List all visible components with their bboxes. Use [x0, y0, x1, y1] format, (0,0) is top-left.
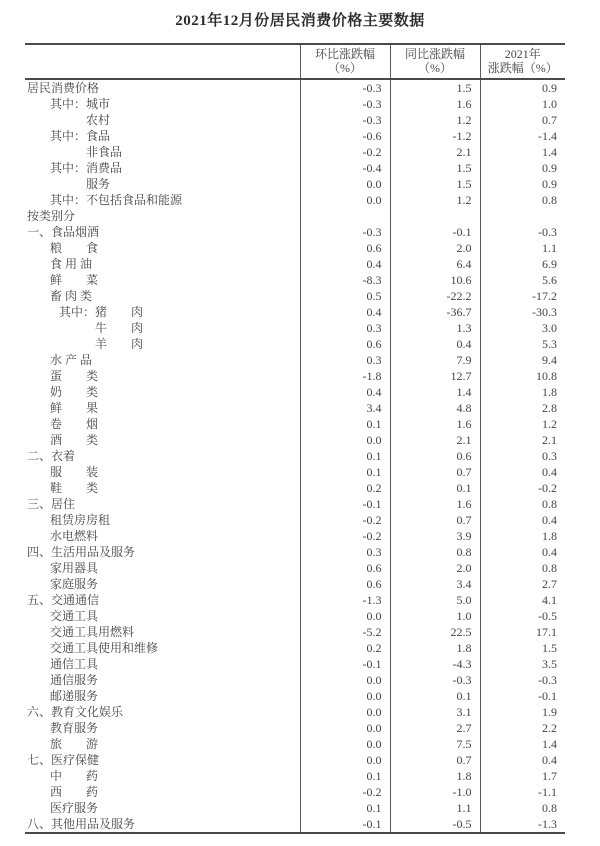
- table-row: [25, 544, 565, 560]
- header-year-line1: 2021年: [504, 47, 541, 61]
- row-label: 农村: [86, 113, 111, 127]
- cell-year: 17.1: [480, 624, 565, 640]
- cell-mom: 0.0: [300, 176, 390, 192]
- cell-year: 6.9: [480, 256, 565, 272]
- row-label: 其中：消费品: [50, 161, 123, 175]
- cell-year: 0.8: [480, 800, 565, 816]
- cell-mom: 0.0: [300, 752, 390, 768]
- cell-mom: 0.0: [300, 704, 390, 720]
- cell-year: 0.8: [480, 496, 565, 512]
- cell-mom: 0.6: [300, 576, 390, 592]
- table-row: [25, 192, 565, 208]
- table-row: [25, 208, 565, 224]
- row-label: 家庭服务: [50, 577, 99, 591]
- table-row: [25, 400, 565, 416]
- row-label: 其中：猪 肉: [59, 305, 144, 319]
- cell-year: 1.4: [480, 144, 565, 160]
- table-row: [25, 496, 565, 512]
- cell-yoy: 0.6: [390, 448, 480, 464]
- table-row: [25, 272, 565, 288]
- header-yoy-line2: （%）: [418, 61, 452, 75]
- cell-year: 2.1: [480, 432, 565, 448]
- cell-mom: -0.3: [300, 79, 390, 96]
- table-row: [25, 160, 565, 176]
- cell-mom: -0.2: [300, 512, 390, 528]
- cell-year: 5.3: [480, 336, 565, 352]
- table-row: [25, 560, 565, 576]
- cell-yoy: 1.5: [390, 176, 480, 192]
- cell-year: 0.4: [480, 464, 565, 480]
- cell-year: -1.4: [480, 128, 565, 144]
- cell-yoy: 1.4: [390, 384, 480, 400]
- cell-year: 1.9: [480, 704, 565, 720]
- table-row: [25, 624, 565, 640]
- page: [0, 9, 600, 846]
- table-row: [25, 512, 565, 528]
- cell-year: 0.4: [480, 512, 565, 528]
- cell-yoy: -0.3: [390, 672, 480, 688]
- header-item-column: [25, 44, 300, 79]
- cell-mom: 0.2: [300, 480, 390, 496]
- cell-year: 0.9: [480, 79, 565, 96]
- row-label: 鞋 类: [50, 481, 99, 495]
- cell-mom: -0.1: [300, 816, 390, 833]
- row-label: 其中：不包括食品和能源: [50, 193, 183, 207]
- table-row: [25, 656, 565, 672]
- row-label: 畜 肉 类: [50, 289, 93, 303]
- table-row: [25, 320, 565, 336]
- cell-mom: 0.5: [300, 288, 390, 304]
- cell-year: 1.0: [480, 96, 565, 112]
- cell-yoy: 2.1: [390, 432, 480, 448]
- cell-yoy: 2.0: [390, 560, 480, 576]
- cell-year: 4.1: [480, 592, 565, 608]
- cell-yoy: 0.4: [390, 336, 480, 352]
- cell-mom: 0.1: [300, 416, 390, 432]
- cell-yoy: 6.4: [390, 256, 480, 272]
- table-row: [25, 128, 565, 144]
- cell-yoy: -4.3: [390, 656, 480, 672]
- row-label: 旅 游: [50, 737, 99, 751]
- row-label: 按类别分: [27, 209, 76, 223]
- cell-year: -1.3: [480, 816, 565, 833]
- cell-mom: -0.1: [300, 496, 390, 512]
- cell-yoy: 0.7: [390, 752, 480, 768]
- row-label: 其中：食品: [50, 129, 111, 143]
- row-label: 粮 食: [50, 241, 99, 255]
- cell-mom: 0.0: [300, 432, 390, 448]
- cell-mom: 0.1: [300, 800, 390, 816]
- cell-mom: 0.6: [300, 240, 390, 256]
- cell-mom: 0.3: [300, 544, 390, 560]
- table-row: [25, 176, 565, 192]
- cell-year: -0.3: [480, 224, 565, 240]
- cell-year: 0.4: [480, 752, 565, 768]
- cell-year: 2.2: [480, 720, 565, 736]
- cell-year: 0.3: [480, 448, 565, 464]
- table-row: [25, 352, 565, 368]
- table-row: [25, 784, 565, 800]
- cell-year: -0.2: [480, 480, 565, 496]
- table-row: [25, 800, 565, 816]
- table-row: [25, 736, 565, 752]
- header-yoy-line1: 同比涨跌幅: [404, 47, 465, 61]
- table-row: [25, 672, 565, 688]
- cell-year: 3.5: [480, 656, 565, 672]
- cell-yoy: 0.1: [390, 688, 480, 704]
- cell-mom: 0.0: [300, 688, 390, 704]
- row-label: 八、其他用品及服务: [25, 816, 300, 833]
- cell-mom: -8.3: [300, 272, 390, 288]
- cell-yoy: 0.7: [390, 512, 480, 528]
- row-label: 三、居住: [27, 497, 76, 511]
- cell-yoy: 4.8: [390, 400, 480, 416]
- row-label: 蛋 类: [50, 369, 99, 383]
- row-label: 水 产 品: [50, 353, 93, 367]
- cell-year: -1.1: [480, 784, 565, 800]
- row-label: 服 装: [50, 465, 99, 479]
- row-label: 七、医疗保健: [27, 753, 100, 767]
- header-yoy-column: [390, 44, 480, 79]
- row-label: 四、生活用品及服务: [27, 545, 136, 559]
- cell-mom: -0.6: [300, 128, 390, 144]
- cell-yoy: 3.9: [390, 528, 480, 544]
- cell-mom: 0.4: [300, 304, 390, 320]
- cell-year: 0.8: [480, 192, 565, 208]
- cell-mom: -0.2: [300, 144, 390, 160]
- table-row: [25, 528, 565, 544]
- cell-mom: 0.4: [300, 384, 390, 400]
- row-label: 教育服务: [50, 721, 99, 735]
- row-label: 羊 肉: [95, 337, 144, 351]
- cell-year: 1.1: [480, 240, 565, 256]
- table-row: [25, 816, 565, 833]
- cell-mom: -0.3: [300, 224, 390, 240]
- cell-mom: -0.4: [300, 160, 390, 176]
- table-row: [25, 416, 565, 432]
- table-row: [25, 112, 565, 128]
- cell-mom: 0.1: [300, 464, 390, 480]
- cell-mom: -0.3: [300, 96, 390, 112]
- cell-yoy: 0.8: [390, 544, 480, 560]
- cell-mom: 0.1: [300, 768, 390, 784]
- cell-yoy: -0.5: [390, 816, 480, 833]
- cell-yoy: 1.5: [390, 160, 480, 176]
- table-row: [25, 480, 565, 496]
- row-label: 水电燃料: [50, 529, 99, 543]
- cell-year: 1.7: [480, 768, 565, 784]
- cell-mom: 0.0: [300, 736, 390, 752]
- row-label: 卷 烟: [50, 417, 99, 431]
- page-title: 2021年12月份居民消费价格主要数据: [175, 13, 425, 29]
- cell-year: 1.2: [480, 416, 565, 432]
- cell-yoy: 3.1: [390, 704, 480, 720]
- cell-year: 1.4: [480, 736, 565, 752]
- cell-mom: -1.3: [300, 592, 390, 608]
- cell-yoy: 5.0: [390, 592, 480, 608]
- row-label: 西 药: [50, 785, 99, 799]
- cell-yoy: -22.2: [390, 288, 480, 304]
- cell-yoy: 3.4: [390, 576, 480, 592]
- row-label: 通信服务: [50, 673, 99, 687]
- table-row: [25, 448, 565, 464]
- row-label: 中 药: [50, 769, 99, 783]
- cell-mom: -0.3: [300, 112, 390, 128]
- table-row: [25, 720, 565, 736]
- table-row: [25, 608, 565, 624]
- header-mom-line1: 环比涨跌幅: [314, 47, 375, 61]
- cell-mom: -0.1: [300, 656, 390, 672]
- cell-mom: 0.0: [300, 720, 390, 736]
- cell-yoy: 2.0: [390, 240, 480, 256]
- cell-mom: 0.0: [300, 192, 390, 208]
- cell-year: -0.3: [480, 672, 565, 688]
- table-row: [25, 768, 565, 784]
- cell-yoy: 7.9: [390, 352, 480, 368]
- table-row: [25, 96, 565, 112]
- cell-mom: 0.4: [300, 256, 390, 272]
- row-label: 通信工具: [50, 657, 99, 671]
- cpi-table-body: [25, 79, 565, 833]
- cell-year: 0.7: [480, 112, 565, 128]
- cell-year: 1.8: [480, 384, 565, 400]
- cell-year: 0.4: [480, 544, 565, 560]
- cell-yoy: 1.8: [390, 768, 480, 784]
- table-row: [25, 336, 565, 352]
- row-label: 一、食品烟酒: [27, 225, 100, 239]
- cell-yoy: 1.3: [390, 320, 480, 336]
- cell-yoy: 1.5: [390, 79, 480, 96]
- row-label: 其中：城市: [50, 97, 111, 111]
- row-label: 酒 类: [50, 433, 99, 447]
- table-row: [25, 224, 565, 240]
- cell-mom: 0.6: [300, 336, 390, 352]
- table-row: [25, 432, 565, 448]
- table-row: [25, 240, 565, 256]
- cell-mom: 0.3: [300, 352, 390, 368]
- cell-mom: 3.4: [300, 400, 390, 416]
- table-row: [25, 256, 565, 272]
- cell-yoy: 1.1: [390, 800, 480, 816]
- cell-yoy: 1.6: [390, 416, 480, 432]
- row-label: 医疗服务: [50, 801, 99, 815]
- header-mom-line2: （%）: [328, 61, 362, 75]
- cell-year: -17.2: [480, 288, 565, 304]
- cell-yoy: 1.8: [390, 640, 480, 656]
- cell-yoy: -0.1: [390, 224, 480, 240]
- cell-yoy: -1.2: [390, 128, 480, 144]
- table-row: [25, 79, 565, 96]
- row-label: 鲜 果: [50, 401, 99, 415]
- cell-year: 9.4: [480, 352, 565, 368]
- row-label: 居民消费价格: [27, 81, 100, 95]
- row-label: 鲜 菜: [50, 273, 99, 287]
- table-row: [25, 304, 565, 320]
- cell-mom: 0.0: [300, 608, 390, 624]
- table-row: [25, 640, 565, 656]
- row-label: 非食品: [86, 145, 123, 159]
- cell-year: -0.1: [480, 688, 565, 704]
- cell-yoy: [390, 208, 480, 224]
- cell-year: 2.7: [480, 576, 565, 592]
- cell-yoy: 1.0: [390, 608, 480, 624]
- table-row: [25, 688, 565, 704]
- table-row: [25, 592, 565, 608]
- row-label: 家用器具: [50, 561, 99, 575]
- cell-year: -30.3: [480, 304, 565, 320]
- cell-mom: 0.2: [300, 640, 390, 656]
- row-label: 服务: [86, 177, 111, 191]
- table-row: [25, 288, 565, 304]
- table-row: [25, 464, 565, 480]
- cell-mom: 0.0: [300, 672, 390, 688]
- row-label: 邮递服务: [50, 689, 99, 703]
- header-year-column: [480, 44, 565, 79]
- table-row: [25, 704, 565, 720]
- row-label: 六、教育文化娱乐: [27, 705, 124, 719]
- row-label: 牛 肉: [95, 321, 144, 335]
- cell-year: 1.8: [480, 528, 565, 544]
- cell-mom: -1.8: [300, 368, 390, 384]
- cell-yoy: 10.6: [390, 272, 480, 288]
- row-label: 二、衣着: [27, 449, 76, 463]
- cell-year: 1.5: [480, 640, 565, 656]
- cpi-table: [25, 43, 565, 834]
- row-label: 交通工具用燃料: [50, 625, 135, 639]
- table-row: [25, 384, 565, 400]
- cell-mom: 0.3: [300, 320, 390, 336]
- cell-yoy: 2.1: [390, 144, 480, 160]
- cell-mom: -5.2: [300, 624, 390, 640]
- cell-yoy: 0.1: [390, 480, 480, 496]
- cell-yoy: 22.5: [390, 624, 480, 640]
- cell-mom: -0.2: [300, 528, 390, 544]
- cell-mom: 0.6: [300, 560, 390, 576]
- header-mom-column: [300, 44, 390, 79]
- cell-mom: 0.1: [300, 448, 390, 464]
- cell-yoy: 7.5: [390, 736, 480, 752]
- cell-mom: [300, 208, 390, 224]
- table-header-row: [25, 44, 565, 79]
- cell-yoy: 0.7: [390, 464, 480, 480]
- cell-yoy: -36.7: [390, 304, 480, 320]
- table-row: [25, 752, 565, 768]
- header-year-line2: 涨跌幅（%）: [487, 61, 558, 75]
- row-label: 租赁房房租: [50, 513, 111, 527]
- cell-year: 0.9: [480, 176, 565, 192]
- cell-yoy: -1.0: [390, 784, 480, 800]
- cell-year: 0.8: [480, 560, 565, 576]
- table-row: [25, 144, 565, 160]
- row-label: 食 用 油: [50, 257, 93, 271]
- cell-year: 10.8: [480, 368, 565, 384]
- cell-year: 0.9: [480, 160, 565, 176]
- cell-yoy: 1.2: [390, 112, 480, 128]
- row-label: 五、交通通信: [27, 593, 100, 607]
- cell-yoy: 1.6: [390, 496, 480, 512]
- cell-mom: -0.2: [300, 784, 390, 800]
- cell-yoy: 2.7: [390, 720, 480, 736]
- cell-yoy: 12.7: [390, 368, 480, 384]
- table-row: [25, 576, 565, 592]
- cell-yoy: 1.6: [390, 96, 480, 112]
- cell-year: -0.5: [480, 608, 565, 624]
- cell-year: 5.6: [480, 272, 565, 288]
- table-row: [25, 368, 565, 384]
- row-label: 交通工具: [50, 609, 99, 623]
- cell-year: 3.0: [480, 320, 565, 336]
- row-label: 交通工具使用和维修: [50, 641, 159, 655]
- cell-year: [480, 208, 565, 224]
- cell-yoy: 1.2: [390, 192, 480, 208]
- cell-year: 2.8: [480, 400, 565, 416]
- row-label: 奶 类: [50, 385, 99, 399]
